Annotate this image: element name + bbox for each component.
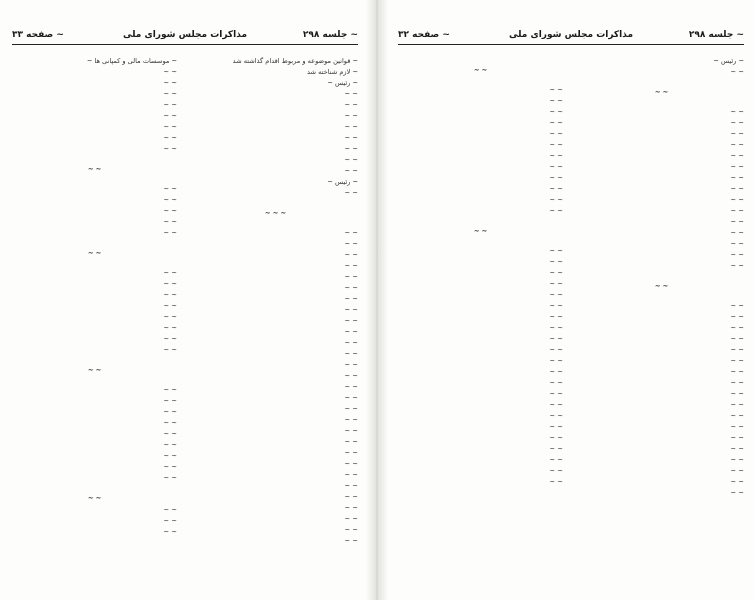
text-line: ~ ~ <box>549 86 563 94</box>
paragraph-gap <box>12 239 177 247</box>
paragraph-gap <box>398 217 563 225</box>
text-line: ~ ~ <box>344 339 358 347</box>
text-line: ~ ~ <box>344 123 358 131</box>
book-gutter <box>366 0 388 600</box>
section-heading: ~ ~ <box>654 282 669 290</box>
text-line: ~ ~ <box>163 517 177 525</box>
paragraph-gap <box>398 238 563 246</box>
text-line: ~ ~ <box>549 258 563 266</box>
text-line: ~ ~ <box>344 90 358 98</box>
text-line: ~ ~ <box>730 262 744 270</box>
text-line: ~ ~ <box>163 430 177 438</box>
text-line: ~ ~ <box>730 401 744 409</box>
text-line: ~ ~ <box>730 467 744 475</box>
text-line: ~ ~ <box>549 108 563 116</box>
section-heading: ~ ~ <box>654 88 669 96</box>
text-line: ~ ~ <box>549 412 563 420</box>
text-line: ~ ~ <box>730 207 744 215</box>
text-line: ~ ~ <box>549 324 563 332</box>
paragraph-gap <box>12 484 177 492</box>
text-line: ~ ~ <box>730 185 744 193</box>
text-line: ~ قوانین موضوعه و مربوط اقدام گذاشته شد <box>232 57 358 65</box>
text-line: ~ ~ <box>163 408 177 416</box>
left-page-journal-title: مذاکرات مجلس شورای ملی <box>122 30 248 40</box>
text-line: ~ ~ <box>344 112 358 120</box>
text-line: ~ ~ <box>344 504 358 512</box>
text-line: ~ ~ <box>730 152 744 160</box>
text-line: ~ ~ <box>163 386 177 394</box>
text-line: ~ ~ <box>344 350 358 358</box>
section-heading: ~ ~ <box>87 494 102 502</box>
text-line: ~ ~ <box>730 68 744 76</box>
right-page-number: ~ صفحه ۳۲ <box>398 30 450 40</box>
text-line: ~ ~ <box>549 185 563 193</box>
paragraph-gap <box>398 56 563 64</box>
text-line: ~ ~ <box>344 526 358 534</box>
text-line: ~ ~ <box>549 379 563 387</box>
text-line: ~ ~ <box>549 478 563 486</box>
text-line: ~ ~ <box>549 456 563 464</box>
text-line: ~ ~ <box>163 68 177 76</box>
text-line: ~ ~ <box>163 101 177 109</box>
text-line: ~ ~ <box>163 335 177 343</box>
text-line: ~ ~ <box>163 218 177 226</box>
paragraph-gap <box>12 260 177 268</box>
text-line: ~ ~ <box>344 134 358 142</box>
section-heading: ~ ~ ~ <box>264 209 287 217</box>
paragraph-gap <box>398 77 563 85</box>
paragraph-gap <box>193 220 358 228</box>
text-line: ~ ~ <box>163 207 177 215</box>
text-line: ~ ~ <box>344 361 358 369</box>
right-page-left-column <box>398 56 563 592</box>
text-line: ~ ~ <box>730 445 744 453</box>
text-line: ~ ~ <box>163 79 177 87</box>
text-line: ~ ~ <box>549 196 563 204</box>
paragraph-gap <box>12 155 177 163</box>
text-line: ~ ~ <box>163 196 177 204</box>
text-line: ~ ~ <box>163 123 177 131</box>
text-line: ~ ~ <box>549 130 563 138</box>
text-line: ~ ~ <box>163 441 177 449</box>
right-page-header <box>398 28 744 45</box>
text-line: ~ ~ <box>163 313 177 321</box>
text-line: ~ ~ <box>730 130 744 138</box>
text-line: ~ ~ <box>163 302 177 310</box>
text-line: ~ ~ <box>344 317 358 325</box>
text-line: ~ ~ <box>344 383 358 391</box>
text-line: ~ ~ <box>344 262 358 270</box>
text-line: ~ ~ <box>549 467 563 475</box>
text-line: ~ ~ <box>730 412 744 420</box>
left-page-session-label: ~ جلسه ۲۹۸ <box>302 30 358 40</box>
text-line: ~ ~ <box>730 196 744 204</box>
text-line: ~ ~ <box>730 240 744 248</box>
text-line: ~ ~ <box>344 460 358 468</box>
text-line: ~ ~ <box>549 97 563 105</box>
text-line: ~ ~ <box>730 478 744 486</box>
text-line: ~ ~ <box>163 112 177 120</box>
text-line: ~ ~ <box>730 174 744 182</box>
text-line: ~ ~ <box>344 449 358 457</box>
text-line: ~ ~ <box>344 251 358 259</box>
text-line: ~ ~ <box>549 335 563 343</box>
text-line: ~ ~ <box>163 419 177 427</box>
text-line: ~ ~ <box>163 134 177 142</box>
text-line: ~ ~ <box>344 328 358 336</box>
text-line: ~ ~ <box>163 452 177 460</box>
text-line: ~ ~ <box>344 537 358 545</box>
right-page-right-column <box>579 56 744 592</box>
text-line: ~ ~ <box>344 405 358 413</box>
text-line: ~ ~ <box>730 324 744 332</box>
text-line: ~ ~ <box>549 174 563 182</box>
text-line: ~ ~ <box>730 346 744 354</box>
text-line: ~ ~ <box>344 284 358 292</box>
left-page-body <box>12 56 358 592</box>
section-heading: ~ ~ <box>473 227 488 235</box>
paragraph-gap <box>193 199 358 207</box>
text-line: ~ ~ <box>730 357 744 365</box>
paragraph-gap <box>12 356 177 364</box>
text-line: ~ ~ <box>549 280 563 288</box>
text-line: ~ ~ <box>163 280 177 288</box>
text-line: ~ ~ <box>163 463 177 471</box>
text-line: ~ ~ <box>344 240 358 248</box>
text-line: ~ ~ <box>344 482 358 490</box>
text-line: ~ ~ <box>344 306 358 314</box>
left-page-right-column <box>193 56 358 592</box>
text-line: ~ ~ <box>163 324 177 332</box>
right-page-session-label: ~ جلسه ۲۹۸ <box>688 30 744 40</box>
text-line: ~ ~ <box>344 427 358 435</box>
text-line: ~ ~ <box>549 357 563 365</box>
text-line: ~ ~ <box>549 302 563 310</box>
text-line: ~ ~ <box>730 163 744 171</box>
left-page-header <box>12 28 358 45</box>
text-line: ~ ~ <box>730 368 744 376</box>
text-line: ~ ~ <box>344 295 358 303</box>
text-line: ~ ~ <box>163 145 177 153</box>
left-page-left-column <box>12 56 177 592</box>
text-line: ~ ~ <box>549 368 563 376</box>
text-line: ~ ~ <box>344 471 358 479</box>
right-page-journal-title: مذاکرات مجلس شورای ملی <box>508 30 634 40</box>
text-line: ~ ~ <box>344 229 358 237</box>
text-line: ~ ~ <box>163 90 177 98</box>
text-line: ~ ~ <box>549 445 563 453</box>
text-line: ~ موسسات مالی و کمپانی ها ~ <box>86 57 177 65</box>
text-line: ~ ~ <box>730 456 744 464</box>
text-line: ~ ~ <box>163 346 177 354</box>
text-line: ~ ~ <box>549 423 563 431</box>
right-page-body <box>398 56 744 592</box>
text-line: ~ لازم شناخته شد <box>307 68 358 76</box>
paragraph-gap <box>579 272 744 280</box>
right-page <box>386 0 754 600</box>
text-line: ~ ~ <box>344 189 358 197</box>
text-line: ~ ~ <box>730 423 744 431</box>
text-line: ~ ~ <box>549 291 563 299</box>
text-line: ~ ~ <box>730 379 744 387</box>
text-line: ~ ~ <box>730 302 744 310</box>
text-line: ~ ~ <box>344 493 358 501</box>
paragraph-gap <box>579 293 744 301</box>
text-line: ~ ~ <box>163 185 177 193</box>
text-line: ~ ~ <box>730 313 744 321</box>
text-line: ~ ~ <box>163 474 177 482</box>
text-line: ~ ~ <box>549 152 563 160</box>
text-line: ~ ~ <box>344 101 358 109</box>
text-line: ~ ~ <box>730 119 744 127</box>
text-line: ~ ~ <box>730 489 744 497</box>
text-line: ~ ~ <box>730 434 744 442</box>
text-line: ~ ~ <box>344 416 358 424</box>
text-line: ~ ~ <box>549 313 563 321</box>
text-line: ~ ~ <box>730 229 744 237</box>
text-line: ~ رئیس ~ <box>327 79 358 87</box>
text-line: ~ ~ <box>344 145 358 153</box>
text-line: ~ ~ <box>344 167 358 175</box>
text-line: ~ ~ <box>730 390 744 398</box>
paragraph-gap <box>12 377 177 385</box>
text-line: ~ ~ <box>730 251 744 259</box>
text-line: ~ ~ <box>549 269 563 277</box>
text-line: ~ ~ <box>344 372 358 380</box>
text-line: ~ ~ <box>344 515 358 523</box>
text-line: ~ ~ <box>549 346 563 354</box>
text-line: ~ ~ <box>549 247 563 255</box>
text-line: ~ ~ <box>344 156 358 164</box>
text-line: ~ ~ <box>344 438 358 446</box>
section-heading: ~ ~ <box>87 366 102 374</box>
text-line: ~ ~ <box>163 506 177 514</box>
paragraph-gap <box>12 176 177 184</box>
text-line: ~ ~ <box>163 291 177 299</box>
text-line: ~ رئیس ~ <box>327 178 358 186</box>
text-line: ~ ~ <box>344 273 358 281</box>
paragraph-gap <box>579 99 744 107</box>
text-line: ~ ~ <box>163 397 177 405</box>
text-line: ~ رئیس ~ <box>713 57 744 65</box>
paragraph-gap <box>579 78 744 86</box>
left-page <box>0 0 368 600</box>
section-heading: ~ ~ <box>87 249 102 257</box>
text-line: ~ ~ <box>549 434 563 442</box>
text-line: ~ ~ <box>549 401 563 409</box>
text-line: ~ ~ <box>163 229 177 237</box>
text-line: ~ ~ <box>730 218 744 226</box>
text-line: ~ ~ <box>549 163 563 171</box>
text-line: ~ ~ <box>549 207 563 215</box>
text-line: ~ ~ <box>549 141 563 149</box>
left-page-number: ~ صفحه ۳۳ <box>12 30 64 40</box>
section-heading: ~ ~ <box>87 165 102 173</box>
section-heading: ~ ~ <box>473 66 488 74</box>
text-line: ~ ~ <box>549 119 563 127</box>
text-line: ~ ~ <box>730 335 744 343</box>
text-line: ~ ~ <box>163 528 177 536</box>
text-line: ~ ~ <box>163 269 177 277</box>
text-line: ~ ~ <box>344 394 358 402</box>
text-line: ~ ~ <box>549 390 563 398</box>
text-line: ~ ~ <box>730 141 744 149</box>
text-line: ~ ~ <box>730 108 744 116</box>
